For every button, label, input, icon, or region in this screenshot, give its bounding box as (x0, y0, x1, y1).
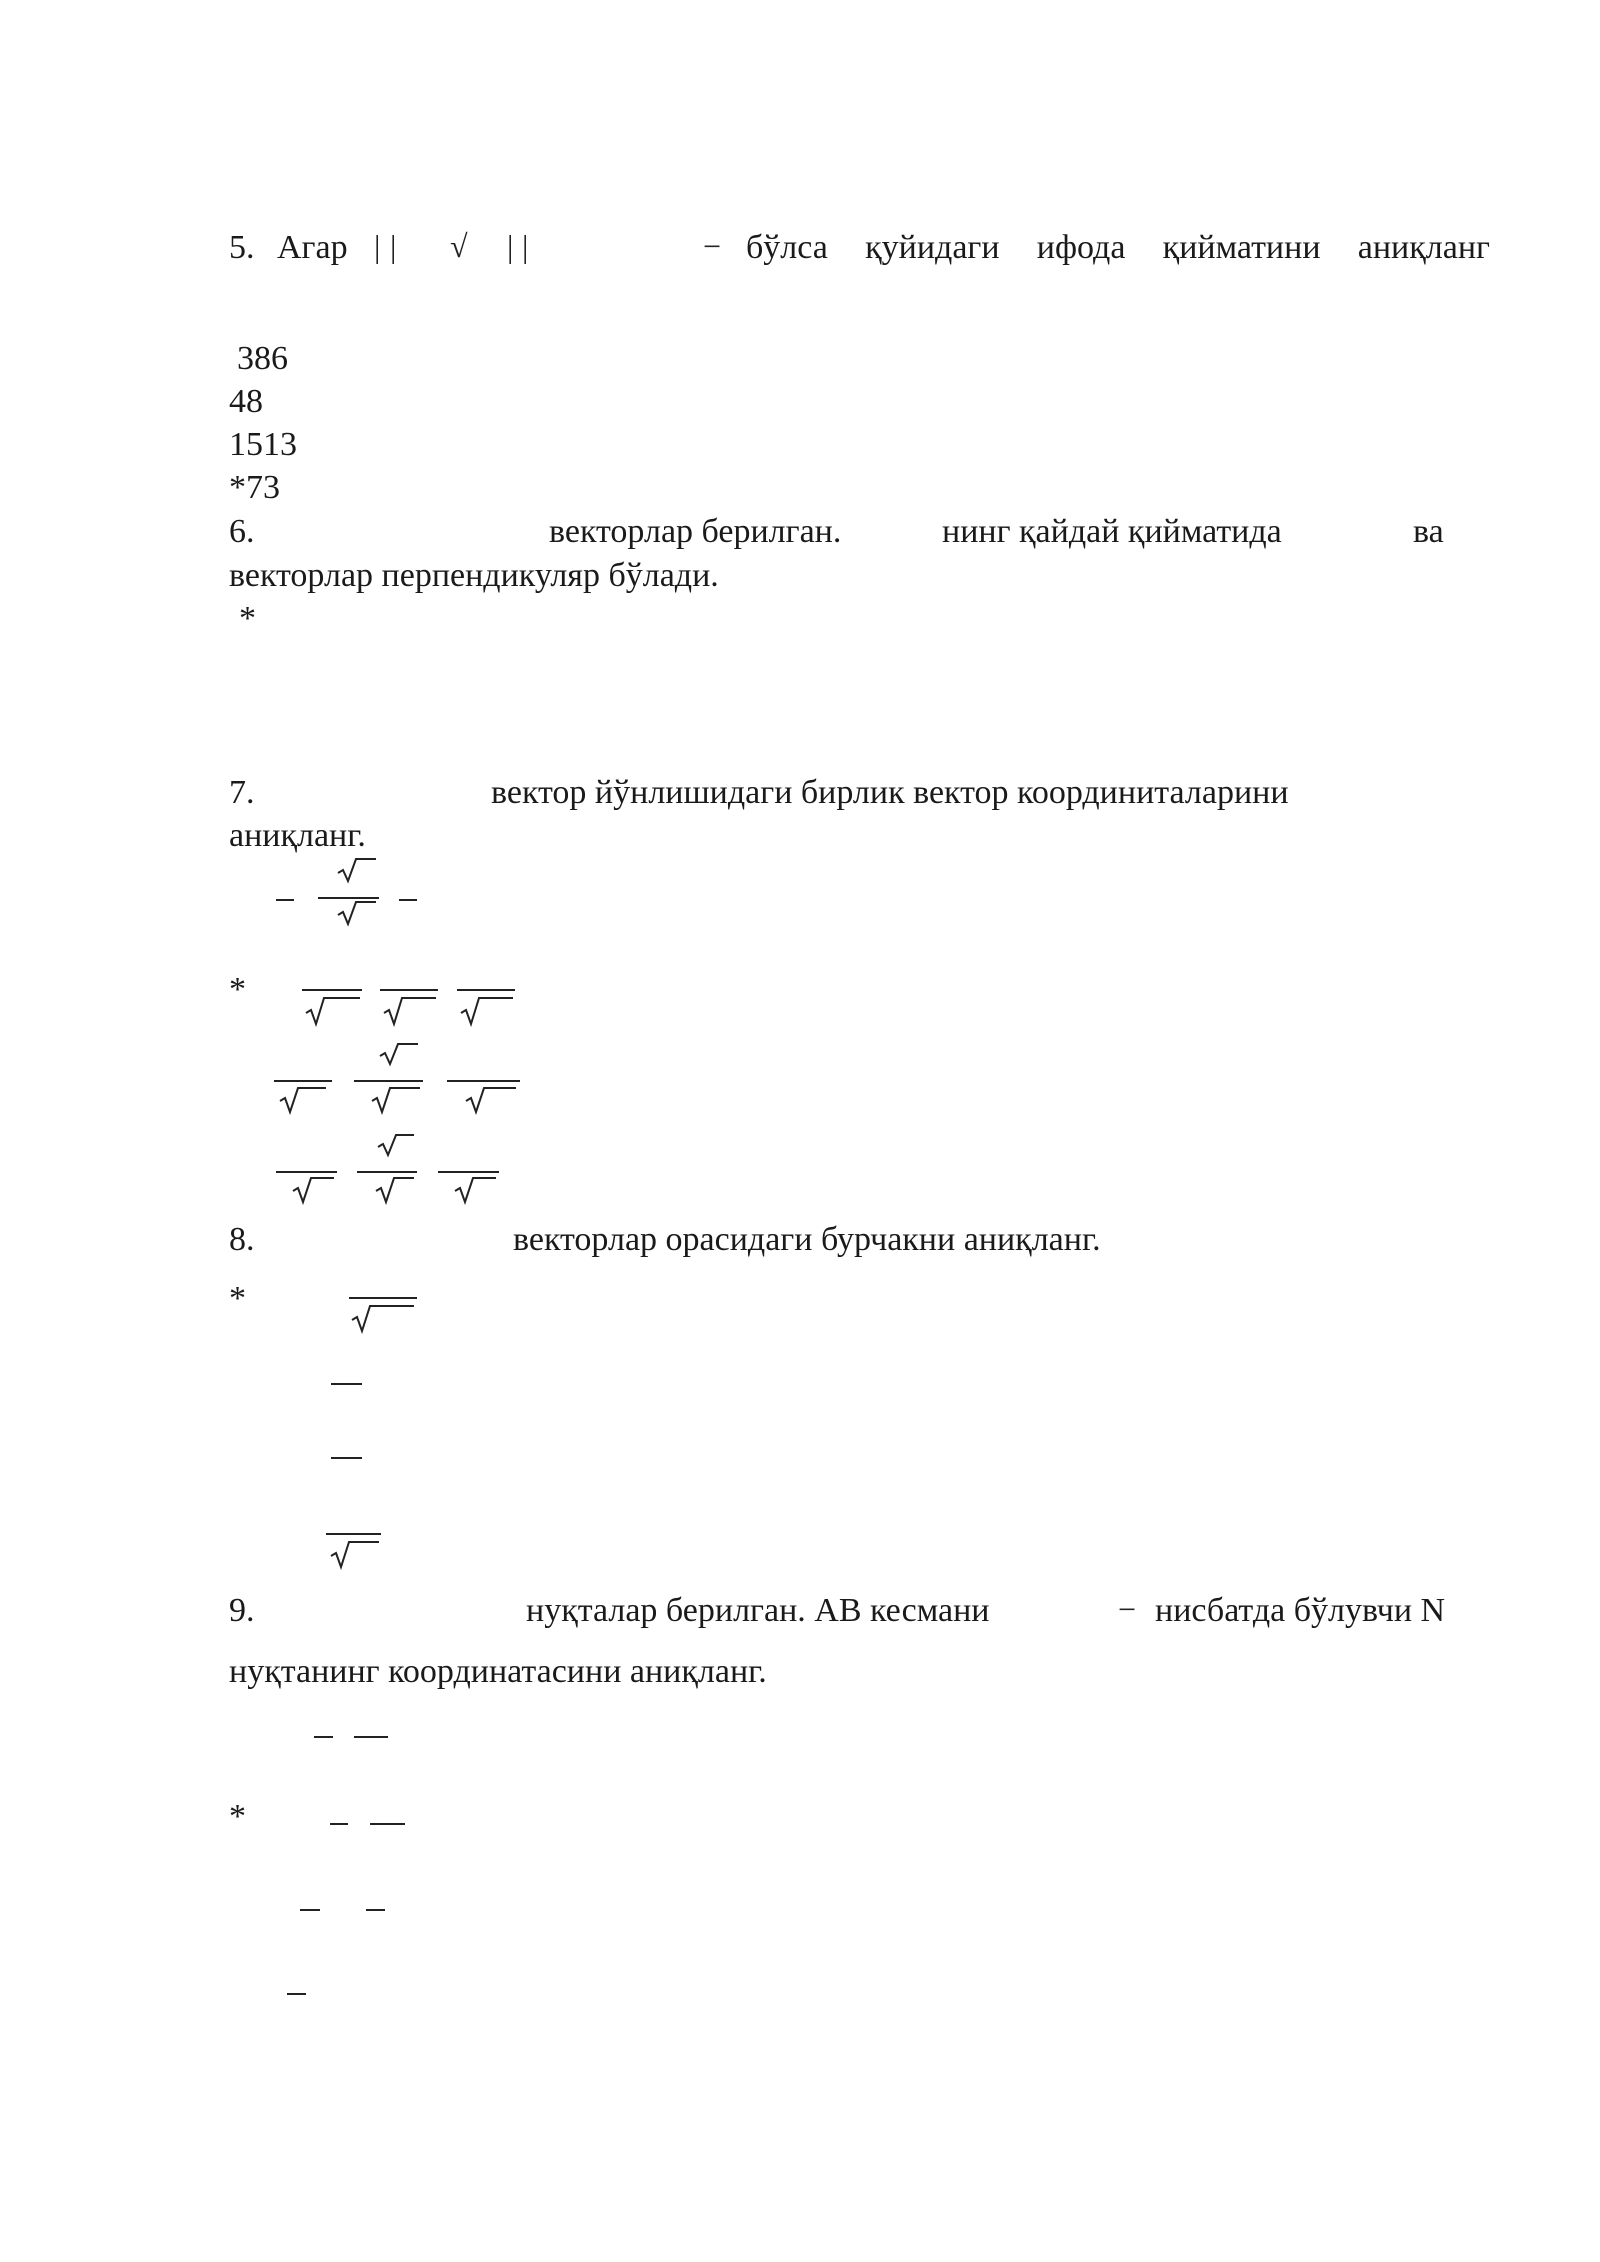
sqrt-radical (461, 998, 513, 1024)
word: ифода (1036, 229, 1126, 266)
correct-answer-marker: * (229, 971, 246, 1008)
abs-bar-left: | (390, 228, 397, 264)
question-text: аниқланг. (229, 817, 366, 854)
sqrt-radical (338, 859, 376, 881)
question-number: 7. (229, 774, 255, 811)
word: қийматини (1162, 229, 1321, 266)
question-text: нуқталар берилган. AB кесмани (526, 1592, 990, 1629)
sqrt-radical (306, 998, 360, 1024)
question-number: 9. (229, 1592, 255, 1629)
answer-option-correct: *73 (229, 469, 280, 506)
sqrt-radical (378, 1135, 414, 1155)
sqrt-radical (293, 1178, 334, 1202)
question-text: нисбатда бўлувчи N (1155, 1592, 1446, 1629)
question-number: 8. (229, 1221, 255, 1258)
question-text: ва (1413, 513, 1444, 550)
question-number: 6. (229, 513, 255, 550)
sqrt-radical (380, 1044, 418, 1064)
answer-option: 386 (237, 340, 288, 377)
question-number: 5. (229, 229, 255, 266)
sqrt-radical (384, 998, 436, 1024)
correct-answer-marker: * (229, 1798, 246, 1835)
question-text: векторлар берилган. (549, 513, 842, 550)
word: қуйидаги (865, 229, 1000, 266)
sqrt-radical (466, 1088, 516, 1112)
sqrt-radical (331, 1542, 379, 1567)
word: бўлса (746, 229, 828, 266)
sqrt-radical (376, 1178, 414, 1202)
question-text: нуқтанинг координатасини аниқланг. (229, 1653, 767, 1690)
sqrt-sign: √ (450, 228, 468, 264)
correct-answer-marker: * (239, 600, 256, 637)
question-text: вектор йўнлишидаги бирлик вектор координиталарини (491, 774, 1289, 811)
question-text: векторлар перпендикуляр бўлади. (229, 557, 719, 594)
sqrt-radical (372, 1088, 420, 1112)
sqrt-radical (455, 1178, 496, 1202)
abs-bar-right: | (522, 228, 529, 264)
abs-bar-left: | (374, 228, 381, 264)
minus-sign: − (703, 228, 722, 264)
abs-bar-right: | (507, 228, 514, 264)
minus-sign: − (1118, 1591, 1137, 1627)
answer-option: 1513 (229, 426, 297, 463)
question-text: векторлар орасидаги бурчакни аниқланг. (513, 1221, 1101, 1258)
word: аниқланг (1357, 229, 1490, 266)
answer-option: 48 (229, 383, 263, 420)
sqrt-radical (352, 1306, 414, 1331)
sqrt-radical (280, 1088, 326, 1112)
question-text: нинг қайдай қийматида (942, 513, 1282, 550)
question-text: Агар (277, 229, 348, 266)
correct-answer-marker: * (229, 1280, 246, 1317)
sqrt-radical (338, 902, 376, 924)
